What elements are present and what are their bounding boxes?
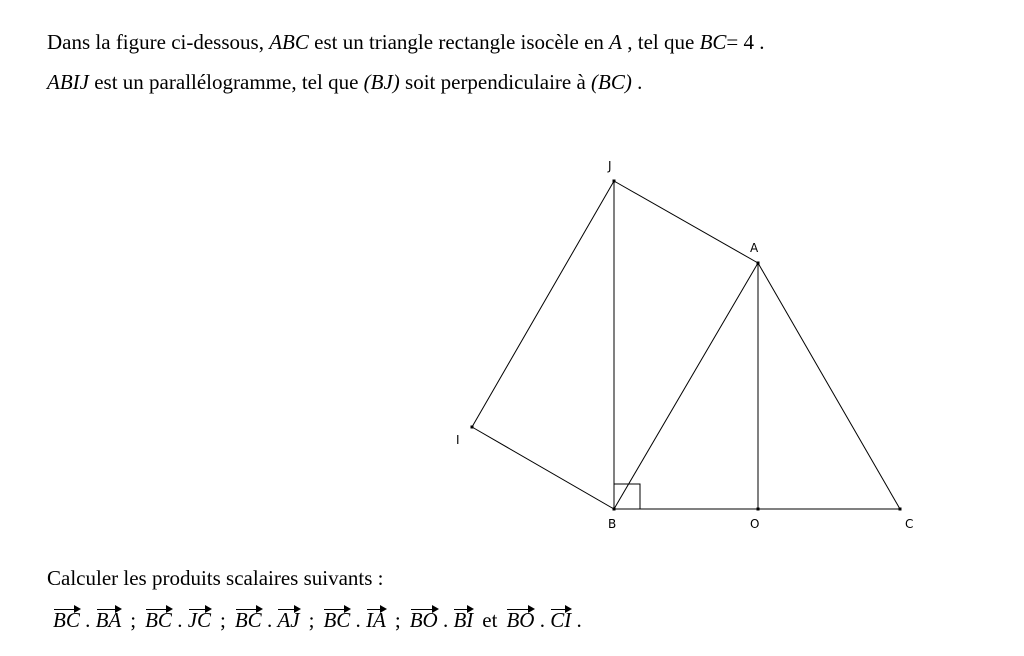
separator: ; <box>394 608 401 632</box>
segment-ba <box>614 263 758 509</box>
segment-ji <box>472 181 614 427</box>
segment-ib <box>472 427 614 509</box>
segment-ac <box>758 263 900 509</box>
scalar-products-list <box>47 606 582 633</box>
label-a: A <box>750 241 759 255</box>
label-j: J <box>608 159 612 173</box>
dot: . <box>442 608 449 632</box>
parallelogram-name: ABIJ <box>47 70 89 94</box>
vector: BO <box>506 608 535 632</box>
vector: JC <box>187 608 212 632</box>
line-name: (BC) <box>591 70 632 94</box>
text: est un parallélogramme, tel que <box>94 70 359 94</box>
label-o: O <box>750 517 760 531</box>
text: = 4 . <box>726 30 765 54</box>
vector: BC <box>323 608 351 632</box>
separator: ; <box>220 608 226 632</box>
vector: BC <box>145 608 172 632</box>
label-b: B <box>608 517 617 531</box>
line-name: (BJ) <box>363 70 400 94</box>
segment-ja <box>614 181 758 263</box>
vector: IA <box>366 608 386 632</box>
final-period: . <box>576 608 582 632</box>
triangle-name: ABC <box>269 30 309 54</box>
point-o <box>757 508 760 511</box>
label-c: C <box>905 517 914 531</box>
dot: . <box>177 608 183 632</box>
segment-name: BC <box>699 30 727 54</box>
point-j <box>613 180 616 183</box>
text: est un triangle rectangle isocèle en <box>314 30 604 54</box>
vector: BI <box>453 608 474 632</box>
dot: . <box>266 608 273 632</box>
dot: . <box>355 608 361 632</box>
separator: ; <box>308 608 315 632</box>
separator: ; <box>130 608 137 632</box>
point-a <box>757 262 760 265</box>
point-b <box>613 508 616 511</box>
conjunction-et: et <box>482 608 498 632</box>
dot: . <box>539 608 545 632</box>
text: . <box>637 70 643 94</box>
vertex-name: A <box>609 30 622 54</box>
question-intro: Calculer les produits scalaires suivants : <box>47 566 384 590</box>
point-c <box>899 508 902 511</box>
dot: . <box>85 608 91 632</box>
vector: AJ <box>277 608 300 632</box>
point-i <box>471 426 474 429</box>
label-i: I <box>456 433 460 447</box>
text: Dans la figure ci-dessous, <box>47 30 264 54</box>
vector: BO <box>409 608 438 632</box>
vector: BC <box>234 608 262 632</box>
text: soit perpendiculaire à <box>405 70 586 94</box>
text: , tel que <box>627 30 695 54</box>
vector: CI <box>550 608 572 632</box>
vector: BC <box>53 608 80 632</box>
vector: BA <box>95 608 122 632</box>
